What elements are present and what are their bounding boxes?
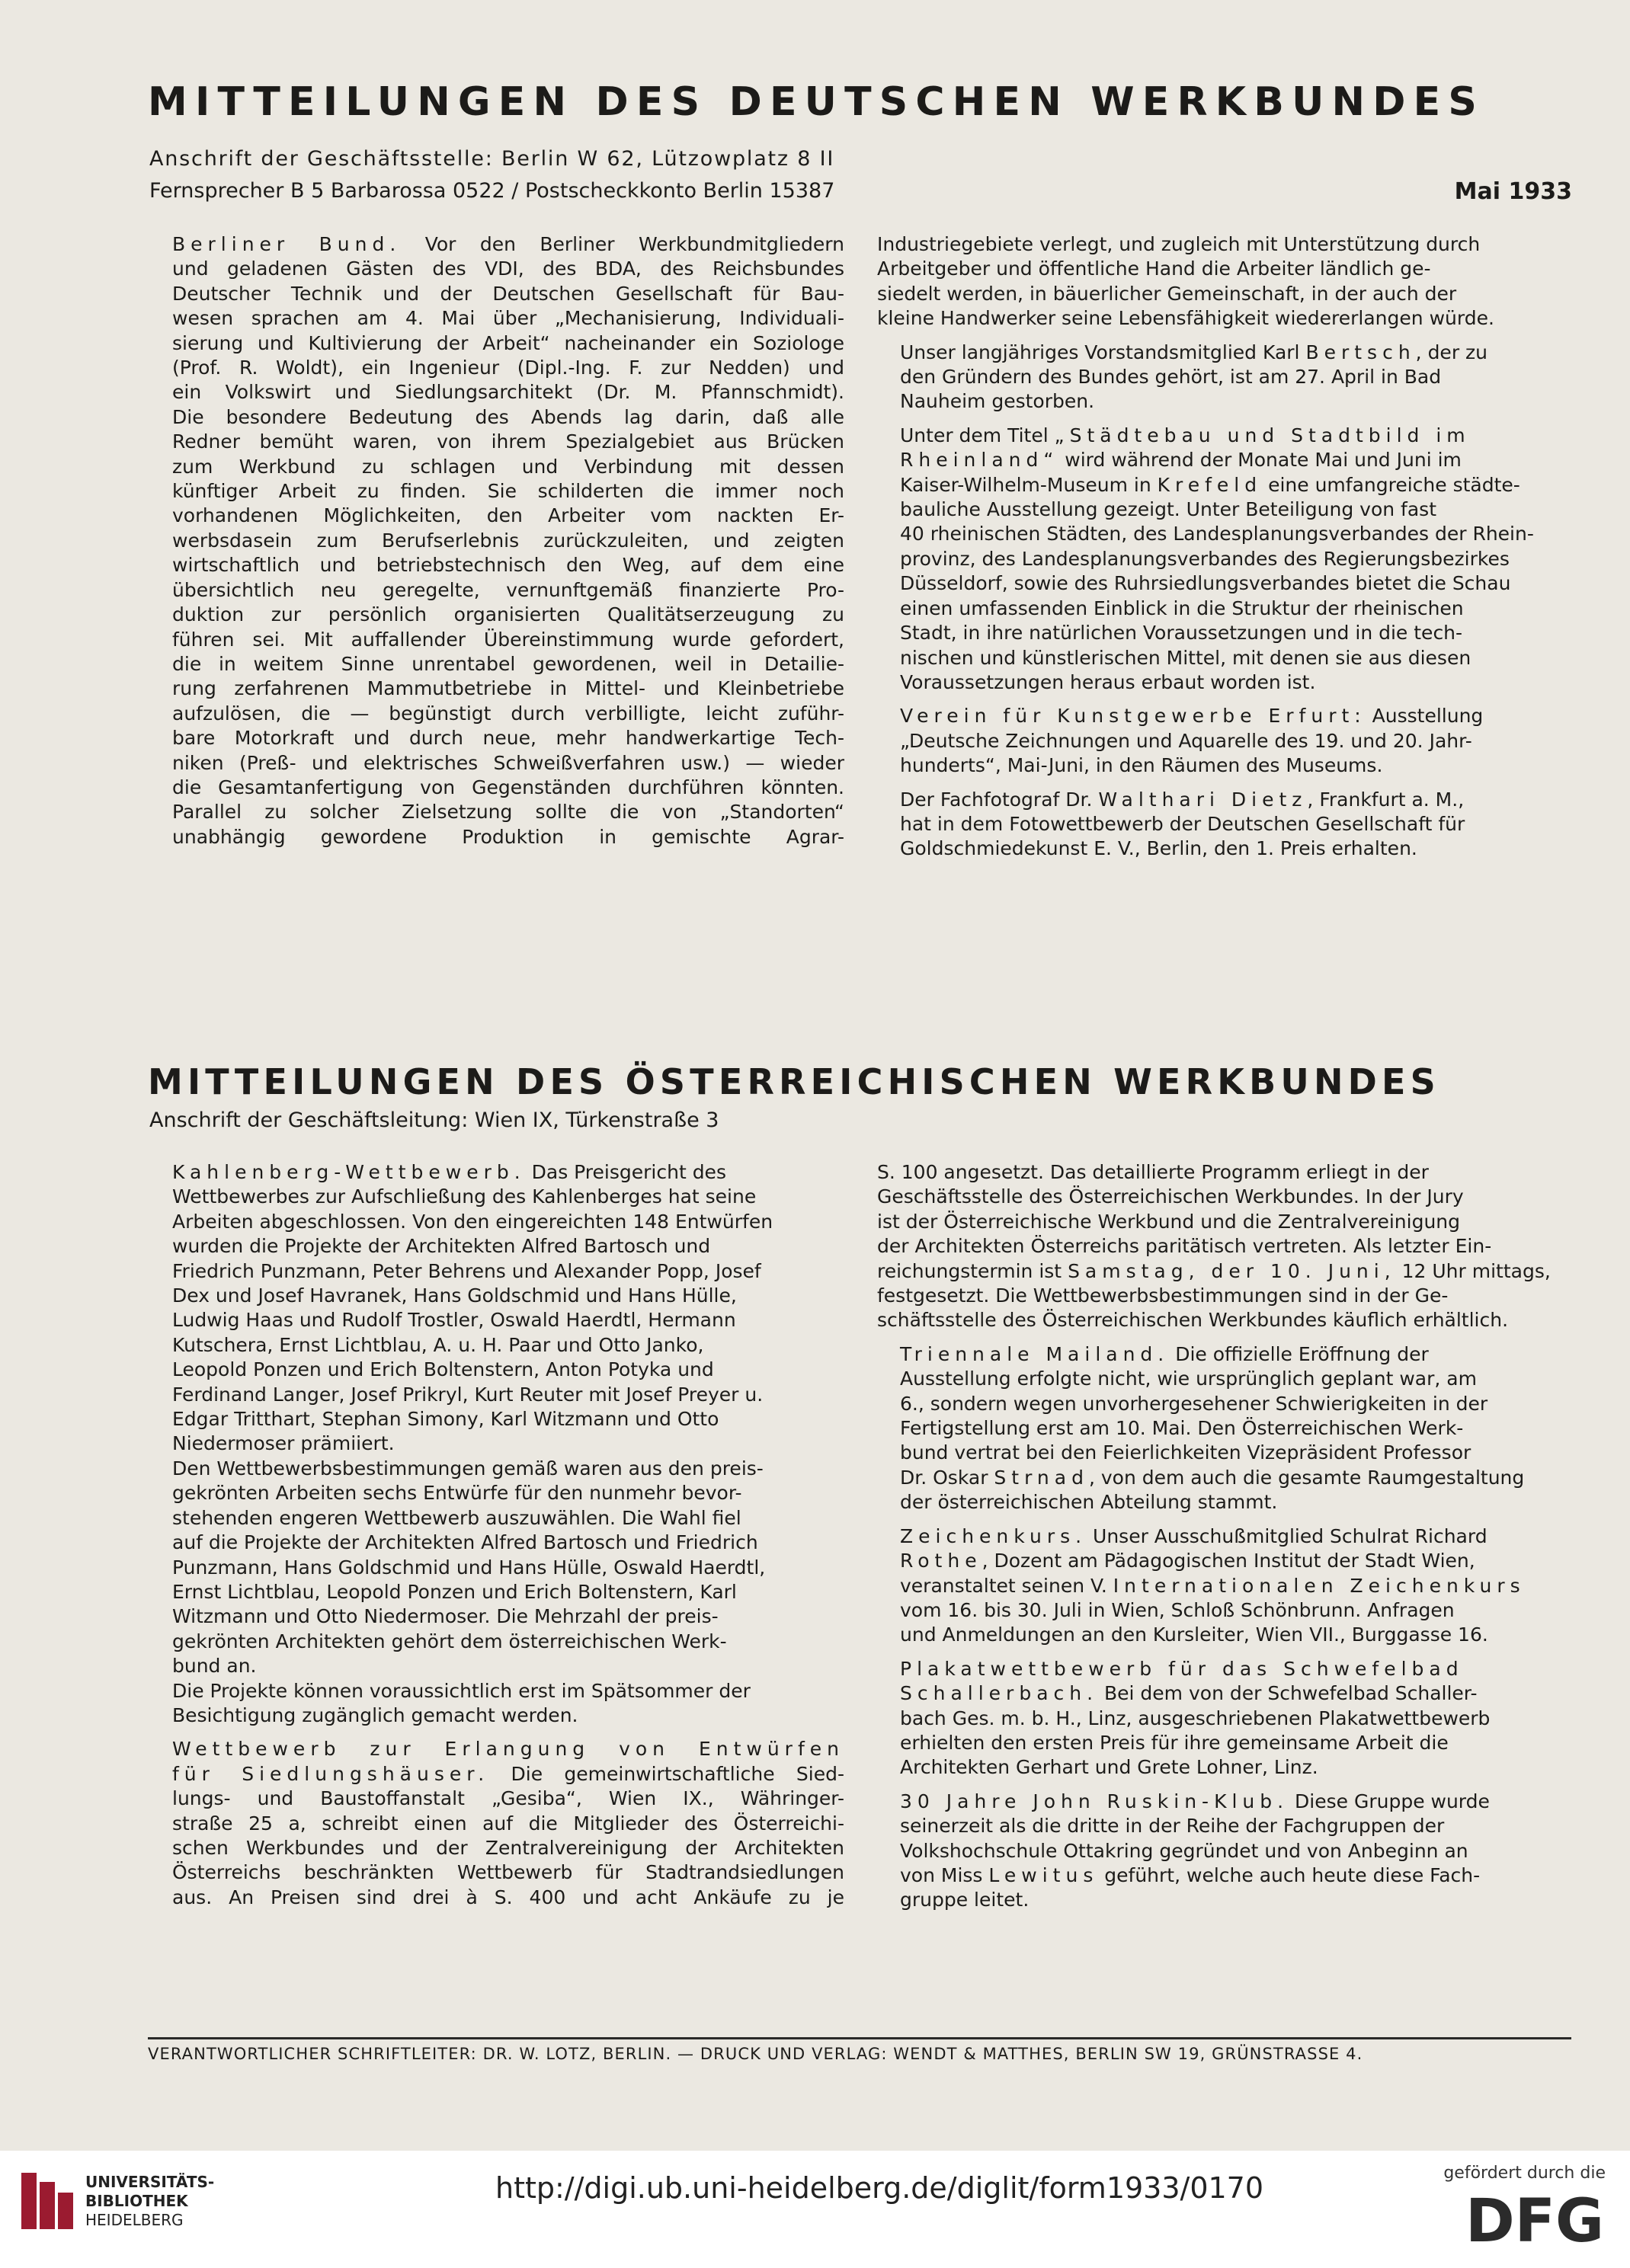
funding-label: gefördert durch die bbox=[1443, 2164, 1606, 2183]
owb-para-zeichenkurs: Zeichenkurs. Unser Ausschußmitglied Schulrat Richard Rothe, Dozent am Pädagogischen Institut der Stadt Wien, veranstaltet seinen V. Internationalen Zeichenkurs vom 16. bis 30. Juli in Wien, Schloß Schönbrunn. Anfragen und Anmeldungen an den Kursleiter, Wien VII., Burggasse 16. bbox=[900, 1524, 1526, 1646]
owb-para-plakatwettbewerb: Plakatwettbewerb für das Schwefelbad Schallerbach. Bei dem von der Schwefelbad Schaller- bach Ges. m. b. H., Linz, ausgeschriebenen Plakatwettbewerb erhielten den ersten Preis für ihre gemeinsame Arbeit die Architekten Gerhart und Grete Lohner, Linz. bbox=[900, 1657, 1491, 1779]
university-library-logo-icon bbox=[20, 2171, 75, 2231]
issue-date: Mai 1933 bbox=[1454, 178, 1572, 205]
owb-para-kahlenberg: Kahlenberg-Wettbewerb. Das Preisgericht des Wettbewerbes zur Aufschließung des Kahlenberges hat seine Arbeiten abgeschlossen. Von den eingereichten 148 Entwürfen wurden die Projekte der Architekten Alfred Bartosch und Friedrich Punzmann, Peter Behrens und Alexander Popp, Josef Dex und Josef Havranek, Hans Goldschmid und Hans Hülle, Ludwig Haas und Rudolf Trostler, Oswald Haerdtl, Hermann Kutschera, Ernst Lichtblau, A. u. H. Paar und Otto Janko, Leopold Ponzen und Erich Boltenstern, Anton Potyka und Ferdinand Langer, Josef Prikryl, Kurt Reuter mit Josef Preyer u. Edgar Tritthart, Stephan Simony, Karl Witzmann und Otto Niedermoser prämiiert. bbox=[172, 1161, 773, 1455]
section-title-austria: MITTEILUNGEN DES ÖSTERREICHISCHEN WERKBUNDES bbox=[148, 1061, 1440, 1102]
page-title: MITTEILUNGEN DES DEUTSCHEN WERKBUNDES bbox=[148, 79, 1484, 125]
dwb-para-berliner-bund: Berliner Bund. Vor den Berliner Werkbundmitgliedern und geladenen Gästen des VDI, des BDA, des Reichsbundes Deutscher Technik und der Deutschen Gesellschaft für Bau- wesen sprachen am 4. Mai über „Mechanisierung, Individuali- sierung und Kultivierung der Arbeit“ nacheinander ein Soziologe (Prof. R. Woldt), ein Ingenieur (Dipl.-Ing. F. zur Nedden) und ein Volkswirt und Siedlungsarchitekt (Dr. M. Pfannschmidt). Die besondere Bedeutung des Abends lag darin, daß alle Redner bemüht waren, von ihrem Spezialgebiet aus Brücken zum Werkbund zu schlagen und Verbindung mit dessen künftiger Arbeit zu finden. Sie schilderten die immer noch vorhandenen Möglichkeiten, den Arbeiter vom nackten Er- werbsdasein zum Berufserlebnis zurückzuleiten, und zeigten wirtschaftlich und betriebstechnisch den Weg, auf dem eine übersichtlich neu geregelte, vernunftgemäß finanzierte Pro- duktion zur persönlich organisierten Qualitätserzeugung zu führen sei. Mit auffallender Übereinstimmung wurde gefordert, die in weitem Sinne unrentabel gewordenen, weil in Detailie- rung zerfahrenen Mammutbetriebe in Mittel- und Kleinbetriebe aufzulösen, die — begünstigt durch verbilligte, leicht zuführ- bare Motorkraft und durch neue, mehr handwerkartige Tech- niken (Preß- und elektrisches Schweißverfahren usw.) — wieder die Gesamtanfertigung von Gegenständen durchführen könnten. Parallel zu solcher Zielsetzung sollte die von „Standorten“ unabhängig gewordene Produktion in gemischte Agrar- bbox=[172, 233, 844, 848]
dwb-para-bertsch: Unser langjähriges Vorstandsmitglied Karl Bertsch, der zu den Gründern des Bundes gehört, ist am 27. April in Bad Nauheim gestorben. bbox=[900, 341, 1488, 413]
owb-para-besichtigung: Die Projekte können voraussichtlich erst im Spätsommer der Besichtigung zugänglich gemacht werden. bbox=[172, 1679, 751, 1726]
phone-and-account: Fernsprecher B 5 Barbarossa 0522 / Postscheckkonto Berlin 15387 bbox=[149, 179, 835, 203]
digitization-footer bbox=[0, 2151, 1630, 2268]
permalink[interactable]: http://digi.ub.uni-heidelberg.de/diglit/form1933/0170 bbox=[495, 2171, 1264, 2205]
austria-address: Anschrift der Geschäftsleitung: Wien IX, Türkenstraße 3 bbox=[149, 1108, 719, 1132]
dwb-para-erfurt: Verein für Kunstgewerbe Erfurt: Ausstellung „Deutsche Zeichnungen und Aquarelle des 19. und 20. Jahr- hunderts“, Mai-Juni, in den Räumen des Museums. bbox=[900, 705, 1484, 777]
dwb-para-dietz: Der Fachfotograf Dr. Walthari Dietz, Frankfurt a. M., hat in dem Fotowettbewerb der Deutschen Gesellschaft für Goldschmiedekunst E. V., Berlin, den 1. Preis erhalten. bbox=[900, 788, 1465, 860]
owb-para-siedlungshaeuser: Wettbewerb zur Erlangung von Entwürfen für Siedlungshäuser. Die gemeinwirtschaftliche Sied- lungs- und Baustoffanstalt „Gesiba“, Wien IX., Währinger- straße 25 a, schreibt einen auf die Mitglieder des Österreichi- schen Werkbundes und der Zentralvereinigung der Architekten Österreichs beschränkten Wettbewerb für Stadtrandsiedlungen aus. An Preisen sind drei à S. 400 und acht Ankäufe zu je bbox=[172, 1738, 845, 1908]
svg-text:DFG: DFG bbox=[1465, 2191, 1604, 2246]
dwb-right-column bbox=[877, 232, 1572, 862]
dfg-logo-icon bbox=[1453, 2191, 1606, 2246]
owb-para-wahl: Den Wettbewerbsbestimmungen gemäß waren aus den preis- gekrönten Arbeiten sechs Entwürfe für den nunmehr bevor- stehenden engeren Wettbewerb auszuwählen. Die Wahl fiel auf die Projekte der Architekten Alfred Bartosch und Friedrich Punzmann, Hans Goldschmid und Hans Hülle, Oswald Haerdtl, Ernst Lichtblau, Leopold Ponzen und Erich Boltenstern, Karl Witzmann und Otto Niedermoser. Die Mehrzahl der preis- gekrönten Architekten gehört dem österreichischen Werk- bund an. bbox=[172, 1457, 766, 1678]
owb-left-column bbox=[149, 1160, 844, 1910]
owb-right-column bbox=[877, 1160, 1572, 1913]
owb-para-triennale: Triennale Mailand. Die offizielle Eröffnung der Ausstellung erfolgte nicht, wie ursprünglich geplant war, am 6., sondern wegen unvorhergesehener Schwierigkeiten in der Fertigstellung erst am 10. Mai. Den Österreichischen Werk- bund vertrat bei den Feierlichkeiten Vizepräsident Professor Dr. Oskar Strnad, von dem auch die gesamte Raumgestaltung der österreichischen Abteilung stammt. bbox=[900, 1342, 1525, 1514]
dwb-para-staedtebau: Unter dem Titel „Städtebau und Stadtbild im Rheinland“ wird während der Monate Mai und Juni im Kaiser-Wilhelm-Museum in Krefeld eine umfangreiche städte- bauliche Ausstellung gezeigt. Unter Beteiligung von fast 40 rheinischen Städten, des Landesplanungsverbandes der Rhein- provinz, des Landesplanungsverbandes des Regierungsbezirkes Düsseldorf, sowie des Ruhrsiedlungsverbandes bietet die Schau einen umfassenden Einblick in die Struktur der rheinischen Stadt, in ihre natürlichen Voraussetzungen und in die tech- nischen und künstlerischen Mittel, mit denen sie aus diesen Voraussetzungen heraus erbaut worden ist. bbox=[900, 424, 1534, 693]
office-address: Anschrift der Geschäftsstelle: Berlin W 62, Lützowplatz 8 II bbox=[149, 147, 835, 171]
imprint-rule bbox=[148, 2037, 1571, 2039]
imprint-line: VERANTWORTLICHER SCHRIFTLEITER: DR. W. LOTZ, BERLIN. — DRUCK UND VERLAG: WENDT & MATTHES, BERLIN SW 19, GRÜNSTRASSE 4. bbox=[148, 2045, 1363, 2063]
owb-para-ruskin-klub: 30 Jahre John Ruskin-Klub. Diese Gruppe wurde seinerzeit als die dritte in der Reihe der Fachgruppen der Volkshochschule Ottakring gegründet und von Anbeginn an von Miss Lewitus geführt, welche auch heute diese Fach- gruppe leitet. bbox=[900, 1790, 1490, 1911]
dwb-left-column bbox=[149, 232, 844, 849]
owb-para-programm: S. 100 angesetzt. Das detaillierte Programm erliegt in der Geschäftsstelle des Österreichischen Werkbundes. In der Jury ist der Österreichische Werkbund und die Zentralvereinigung der Architekten Österreichs paritätisch vertreten. Als letzter Ein- reichungstermin ist Samstag, der 10. Juni, 12 Uhr mittags, festgesetzt. Die Wettbewerbsbestimmungen sind in der Ge- schäftsstelle des Österreichischen Werkbundes käuflich erhältlich. bbox=[877, 1161, 1551, 1332]
dwb-para-continued: Industriegebiete verlegt, und zugleich mit Unterstützung durch Arbeitgeber und öffentliche Hand die Arbeiter ländlich ge- siedelt werden, in bäuerlicher Gemeinschaft, in der auch der kleine Handwerker seine Lebensfähigkeit wiedererlangen würde. bbox=[877, 233, 1494, 330]
university-library-name: UNIVERSITÄTS- BIBLIOTHEK HEIDELBERG bbox=[85, 2173, 215, 2229]
